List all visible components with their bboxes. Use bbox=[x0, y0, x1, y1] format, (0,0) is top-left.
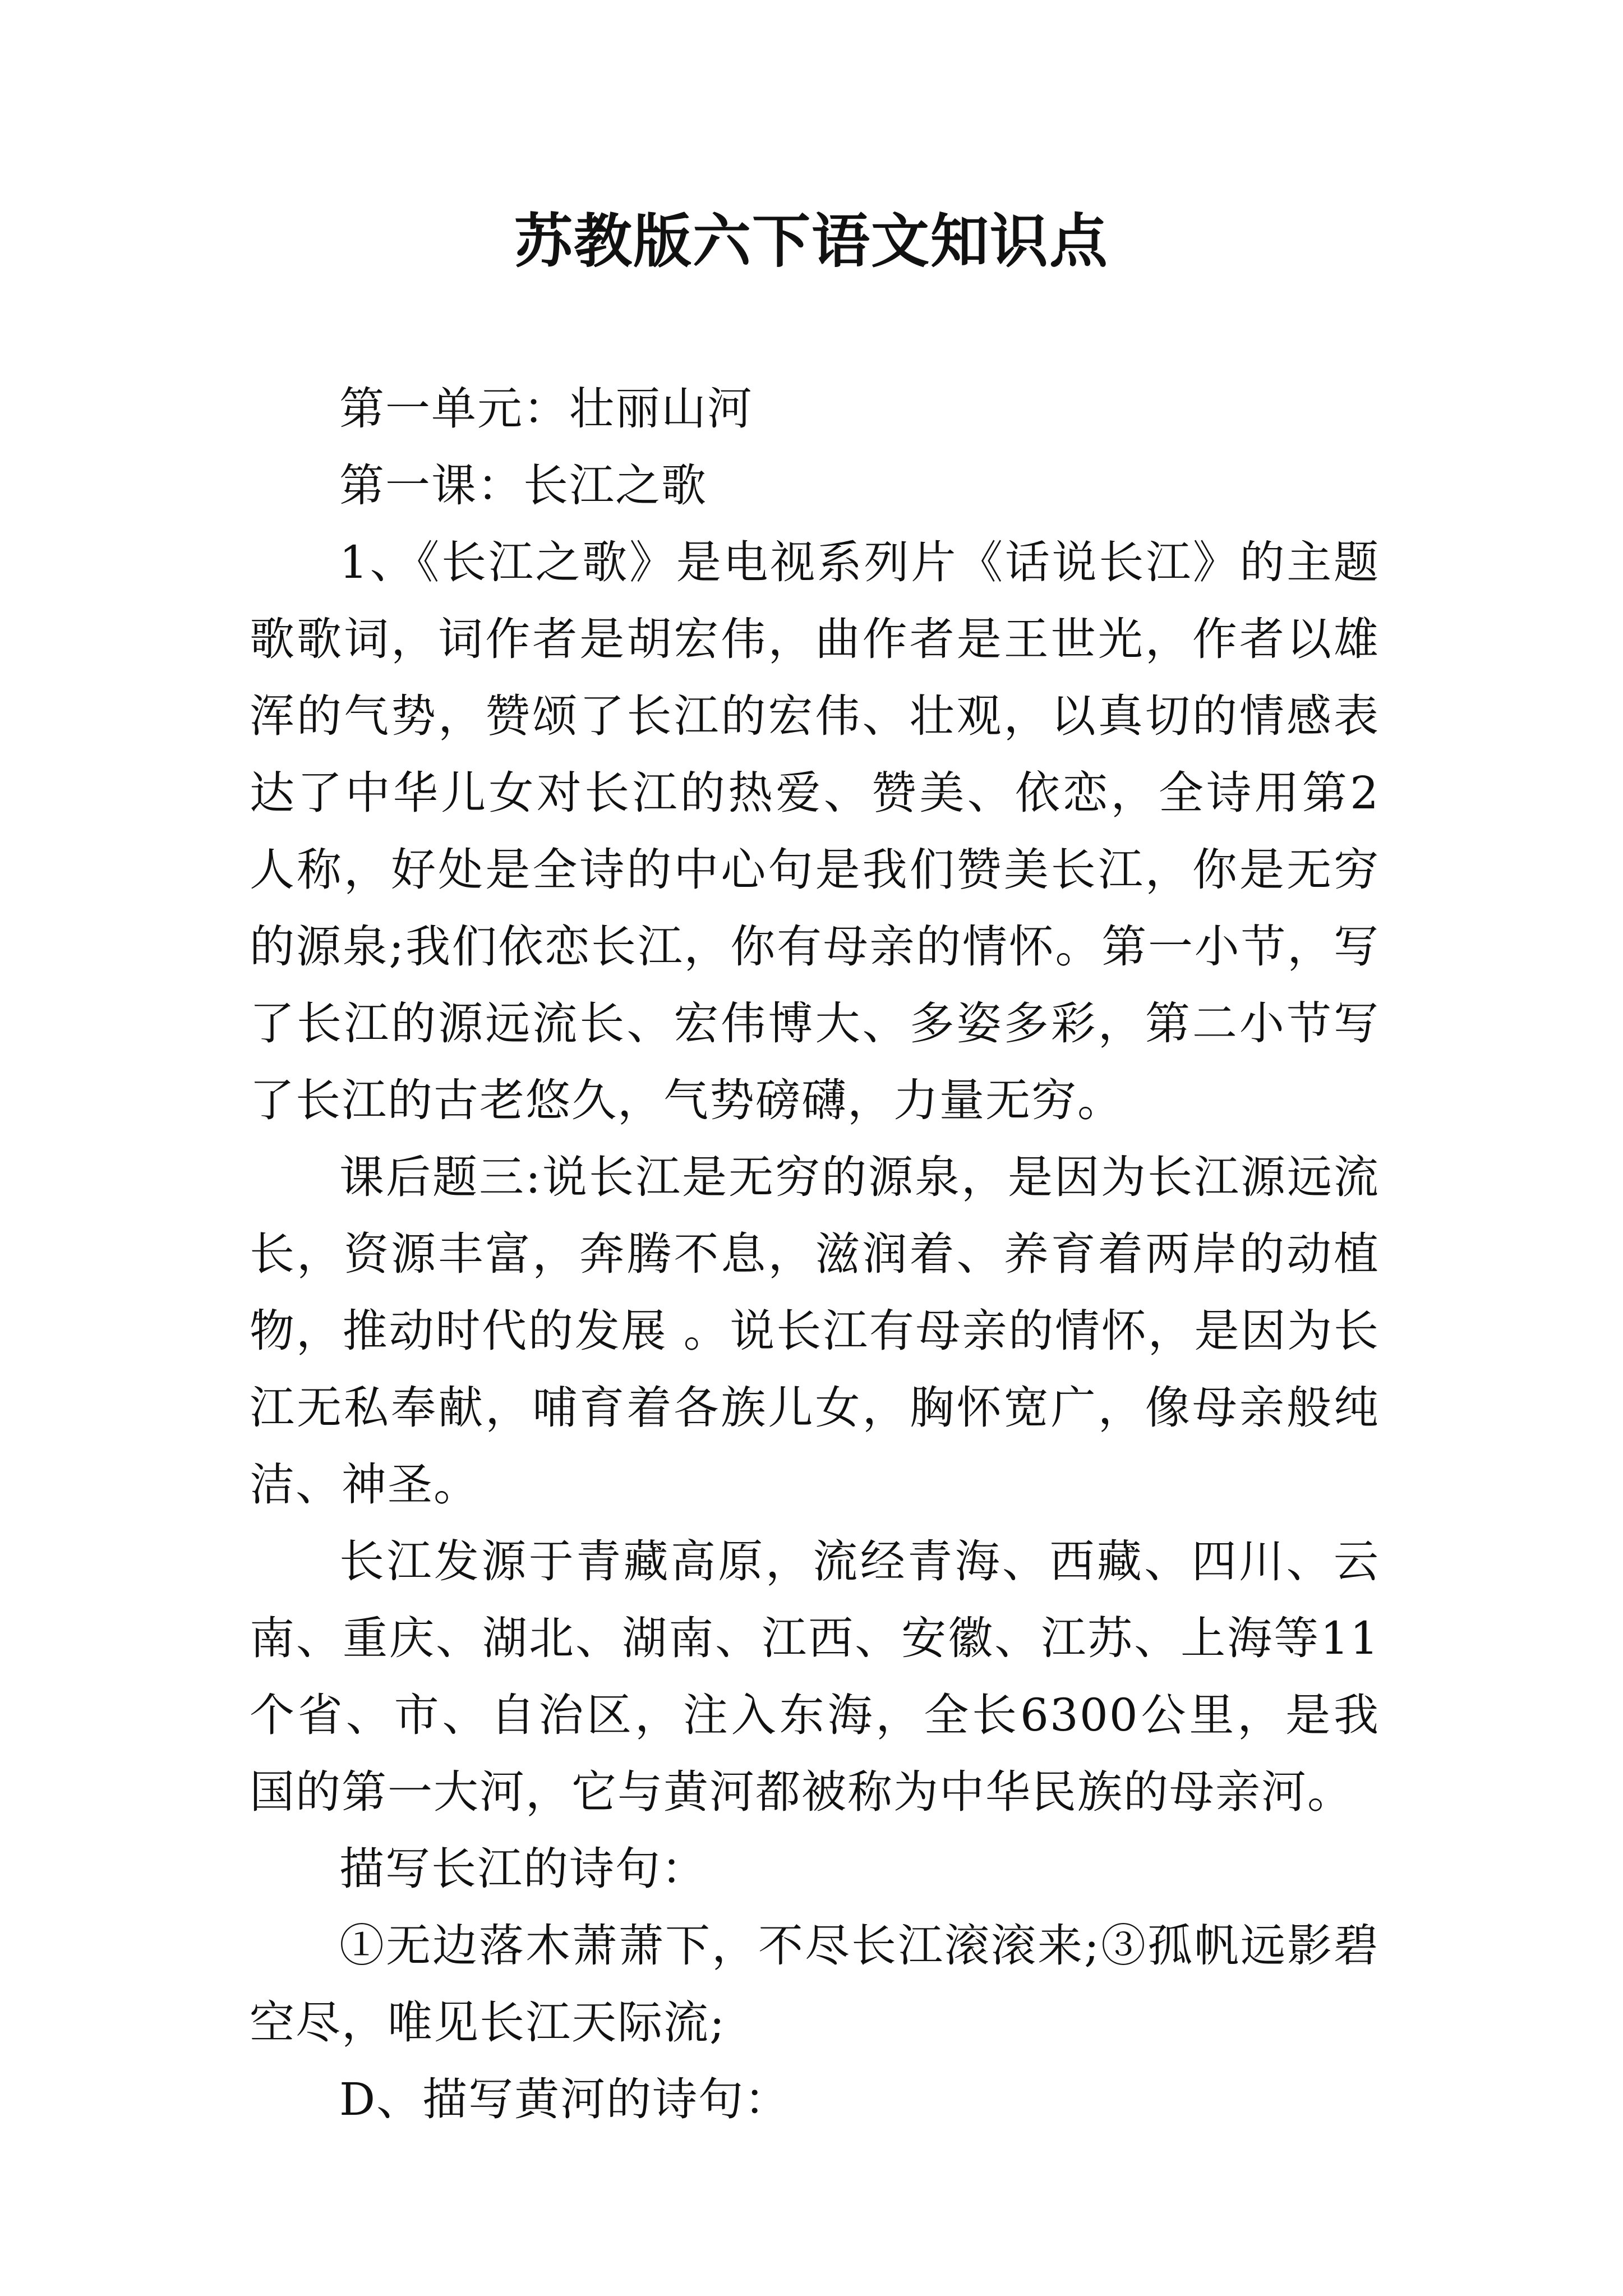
paragraph-exercise-three: 课后题三:说长江是无穷的源泉，是因为长江源远流长，资源丰富，奔腾不息，滋润着、养育着两岸的动植物，推动时代的发展 。说长江有母亲的情怀，是因为长江无私奉献，哺育着各族儿女，胸怀宽广，像母亲般纯洁、神圣。 bbox=[250, 1151, 1380, 1511]
poems-yangtze-heading: 描写长江的诗句： bbox=[339, 1843, 707, 1895]
paragraph-yangtze-facts: 长江发源于青藏高原，流经青海、西藏、四川、云南、重庆、湖北、湖南、江西、安徽、江苏、上海等11个省、市、自治区，注入东海，全长6300公里，是我国的第一大河，它与黄河都被称为中华民族的母亲河。 bbox=[250, 1535, 1380, 1818]
poems-yangtze-lines: ①无边落木萧萧下，不尽长江滚滚来;③孤帆远影碧空尽，唯见长江天际流; bbox=[250, 1920, 1380, 2049]
paragraph-song-intro: 1、《长江之歌》是电视系列片《话说长江》的主题歌歌词，词作者是胡宏伟，曲作者是王世光，作者以雄浑的气势，赞颂了长江的宏伟、壮观，以真切的情感表达了中华儿女对长江的热爱、赞美、依恋，全诗用第2人称，好处是全诗的中心句是我们赞美长江，你是无穷的源泉;我们依恋长江，你有母亲的情怀。第一小节，写了长江的源远流长、宏伟博大、多姿多彩，第二小节写了长江的古老悠久，气势磅礴，力量无穷。 bbox=[250, 536, 1380, 1126]
lesson-heading: 第一课：长江之歌 bbox=[339, 459, 707, 512]
unit-heading: 第一单元：壮丽山河 bbox=[339, 383, 753, 435]
poems-yellow-river-heading: D、描写黄河的诗句： bbox=[339, 2073, 791, 2125]
document-title: 苏教版六下语文知识点 bbox=[514, 206, 1109, 275]
document-body bbox=[250, 370, 1380, 2138]
